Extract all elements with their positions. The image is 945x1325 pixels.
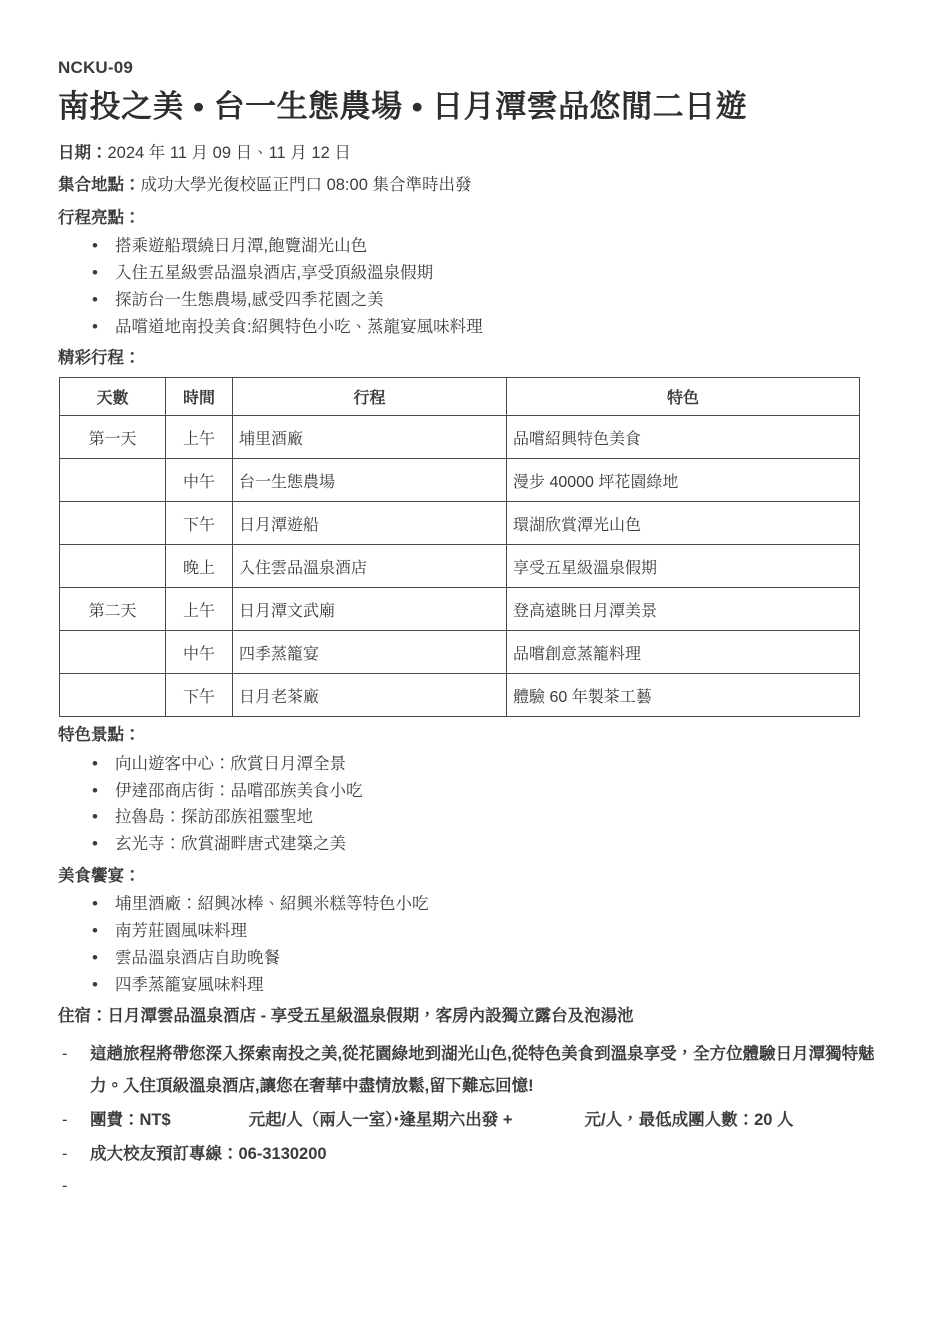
meeting-point-line xyxy=(58,173,885,199)
table-row xyxy=(60,459,860,502)
cell-place: 台一生態農場 xyxy=(233,459,507,502)
cell-time: 上午 xyxy=(166,416,233,459)
trip-date-line xyxy=(58,141,885,167)
attractions-list xyxy=(58,751,885,858)
table-row xyxy=(60,631,860,674)
cell-feature: 登高遠眺日月潭美景 xyxy=(507,588,860,631)
list-item: • 品嚐道地南投美食:紹興特色小吃、蒸龍宴風味料理 xyxy=(58,314,885,341)
price-terms: 元起/人（兩人一室）‧逢星期六出發 + xyxy=(248,1111,513,1130)
cell-feature: 體驗 60 年製茶工藝 xyxy=(507,674,860,717)
cell-day xyxy=(60,502,166,545)
price-note xyxy=(58,1104,885,1136)
booking-hotline-note: - 成大校友預訂專線：06-3130200 xyxy=(58,1138,885,1170)
cell-day xyxy=(60,631,166,674)
price-label: 團費：NT$ xyxy=(90,1111,171,1130)
cell-feature: 享受五星級溫泉假期 xyxy=(507,545,860,588)
cuisine-heading: 美食饗宴： xyxy=(58,866,141,885)
cell-feature: 品嚐紹興特色美食 xyxy=(507,416,860,459)
column-header-time: 時間 xyxy=(166,378,233,416)
list-item: • 南芳莊園風味料理 xyxy=(58,918,885,945)
cell-feature: 品嚐創意蒸籠料理 xyxy=(507,631,860,674)
cell-day: 第一天 xyxy=(60,416,166,459)
trip-date-value: 2024 年 11 月 09 日、11 月 12 日 xyxy=(107,143,351,162)
list-item: • 伊達邵商店街：品嚐邵族美食小吃 xyxy=(58,778,885,805)
list-item: • 埔里酒廠：紹興冰棒、紹興米糕等特色小吃 xyxy=(58,891,885,918)
list-item: • 拉魯島：探訪邵族祖靈聖地 xyxy=(58,804,885,831)
cell-place: 四季蒸籠宴 xyxy=(233,631,507,674)
cell-day: 第二天 xyxy=(60,588,166,631)
table-header-row xyxy=(60,378,860,416)
meeting-point-label: 集合地點： xyxy=(58,176,141,195)
cell-feature: 環湖欣賞潭光山色 xyxy=(507,502,860,545)
meeting-point-value: 成功大學光復校區正門口 08:00 集合準時出發 xyxy=(140,176,472,195)
cell-feature: 漫步 40000 坪花園綠地 xyxy=(507,459,860,502)
cell-time: 中午 xyxy=(166,459,233,502)
cell-time: 下午 xyxy=(166,502,233,545)
list-item: • 玄光寺：欣賞湖畔唐式建築之美 xyxy=(58,831,885,858)
cell-place: 埔里酒廠 xyxy=(233,416,507,459)
cell-time: 中午 xyxy=(166,631,233,674)
price-minimum: 元/人，最低成團人數：20 人 xyxy=(584,1111,794,1130)
column-header-feature: 特色 xyxy=(507,378,860,416)
document-code: NCKU-09 xyxy=(58,58,134,77)
table-row xyxy=(60,545,860,588)
table-row xyxy=(60,588,860,631)
page-title: 南投之美 • 台一生態農場 • 日月潭雲品悠閒二日遊 xyxy=(58,88,748,124)
cell-time: 上午 xyxy=(166,588,233,631)
list-item: • 雲品溫泉酒店自助晚餐 xyxy=(58,945,885,972)
list-item: • 入住五星級雲品溫泉酒店,享受頂級溫泉假期 xyxy=(58,260,885,287)
list-item: • 向山遊客中心：欣賞日月潭全景 xyxy=(58,751,885,778)
trip-summary-note: - 這趟旅程將帶您深入探索南投之美,從花園綠地到湖光山色,從特色美食到溫泉享受，全方位體驗日月潭獨特魅力。入住頂級溫泉酒店,讓您在奢華中盡情放鬆,留下難忘回憶! xyxy=(58,1038,885,1102)
itinerary-heading: 精彩行程： xyxy=(58,349,141,368)
list-item: • 探訪台一生態農場,感受四季花園之美 xyxy=(58,287,885,314)
cell-place: 日月潭遊船 xyxy=(233,502,507,545)
cell-place: 日月老茶廠 xyxy=(233,674,507,717)
accommodation-line: 住宿：日月潭雲品溫泉酒店 - 享受五星級溫泉假期，客房內設獨立露台及泡湯池 xyxy=(58,1007,634,1026)
highlights-heading: 行程亮點： xyxy=(58,208,141,227)
cell-place: 入住雲品溫泉酒店 xyxy=(233,545,507,588)
cuisine-list xyxy=(58,891,885,998)
itinerary-table xyxy=(59,377,860,717)
attractions-heading: 特色景點： xyxy=(58,726,141,745)
cell-day xyxy=(60,459,166,502)
cell-day xyxy=(60,545,166,588)
table-row xyxy=(60,416,860,459)
cell-place: 日月潭文武廟 xyxy=(233,588,507,631)
table-row xyxy=(60,502,860,545)
cell-time: 晚上 xyxy=(166,545,233,588)
column-header-place: 行程 xyxy=(233,378,507,416)
cell-day xyxy=(60,674,166,717)
table-row xyxy=(60,674,860,717)
empty-note xyxy=(58,1173,885,1193)
cell-time: 下午 xyxy=(166,674,233,717)
column-header-day: 天數 xyxy=(60,378,166,416)
highlights-list xyxy=(58,233,885,340)
list-item: • 四季蒸籠宴風味料理 xyxy=(58,972,885,999)
trip-date-label: 日期： xyxy=(58,143,108,162)
footer-notes-list xyxy=(58,1038,885,1193)
list-item: • 搭乘遊船環繞日月潭,飽覽湖光山色 xyxy=(58,233,885,260)
